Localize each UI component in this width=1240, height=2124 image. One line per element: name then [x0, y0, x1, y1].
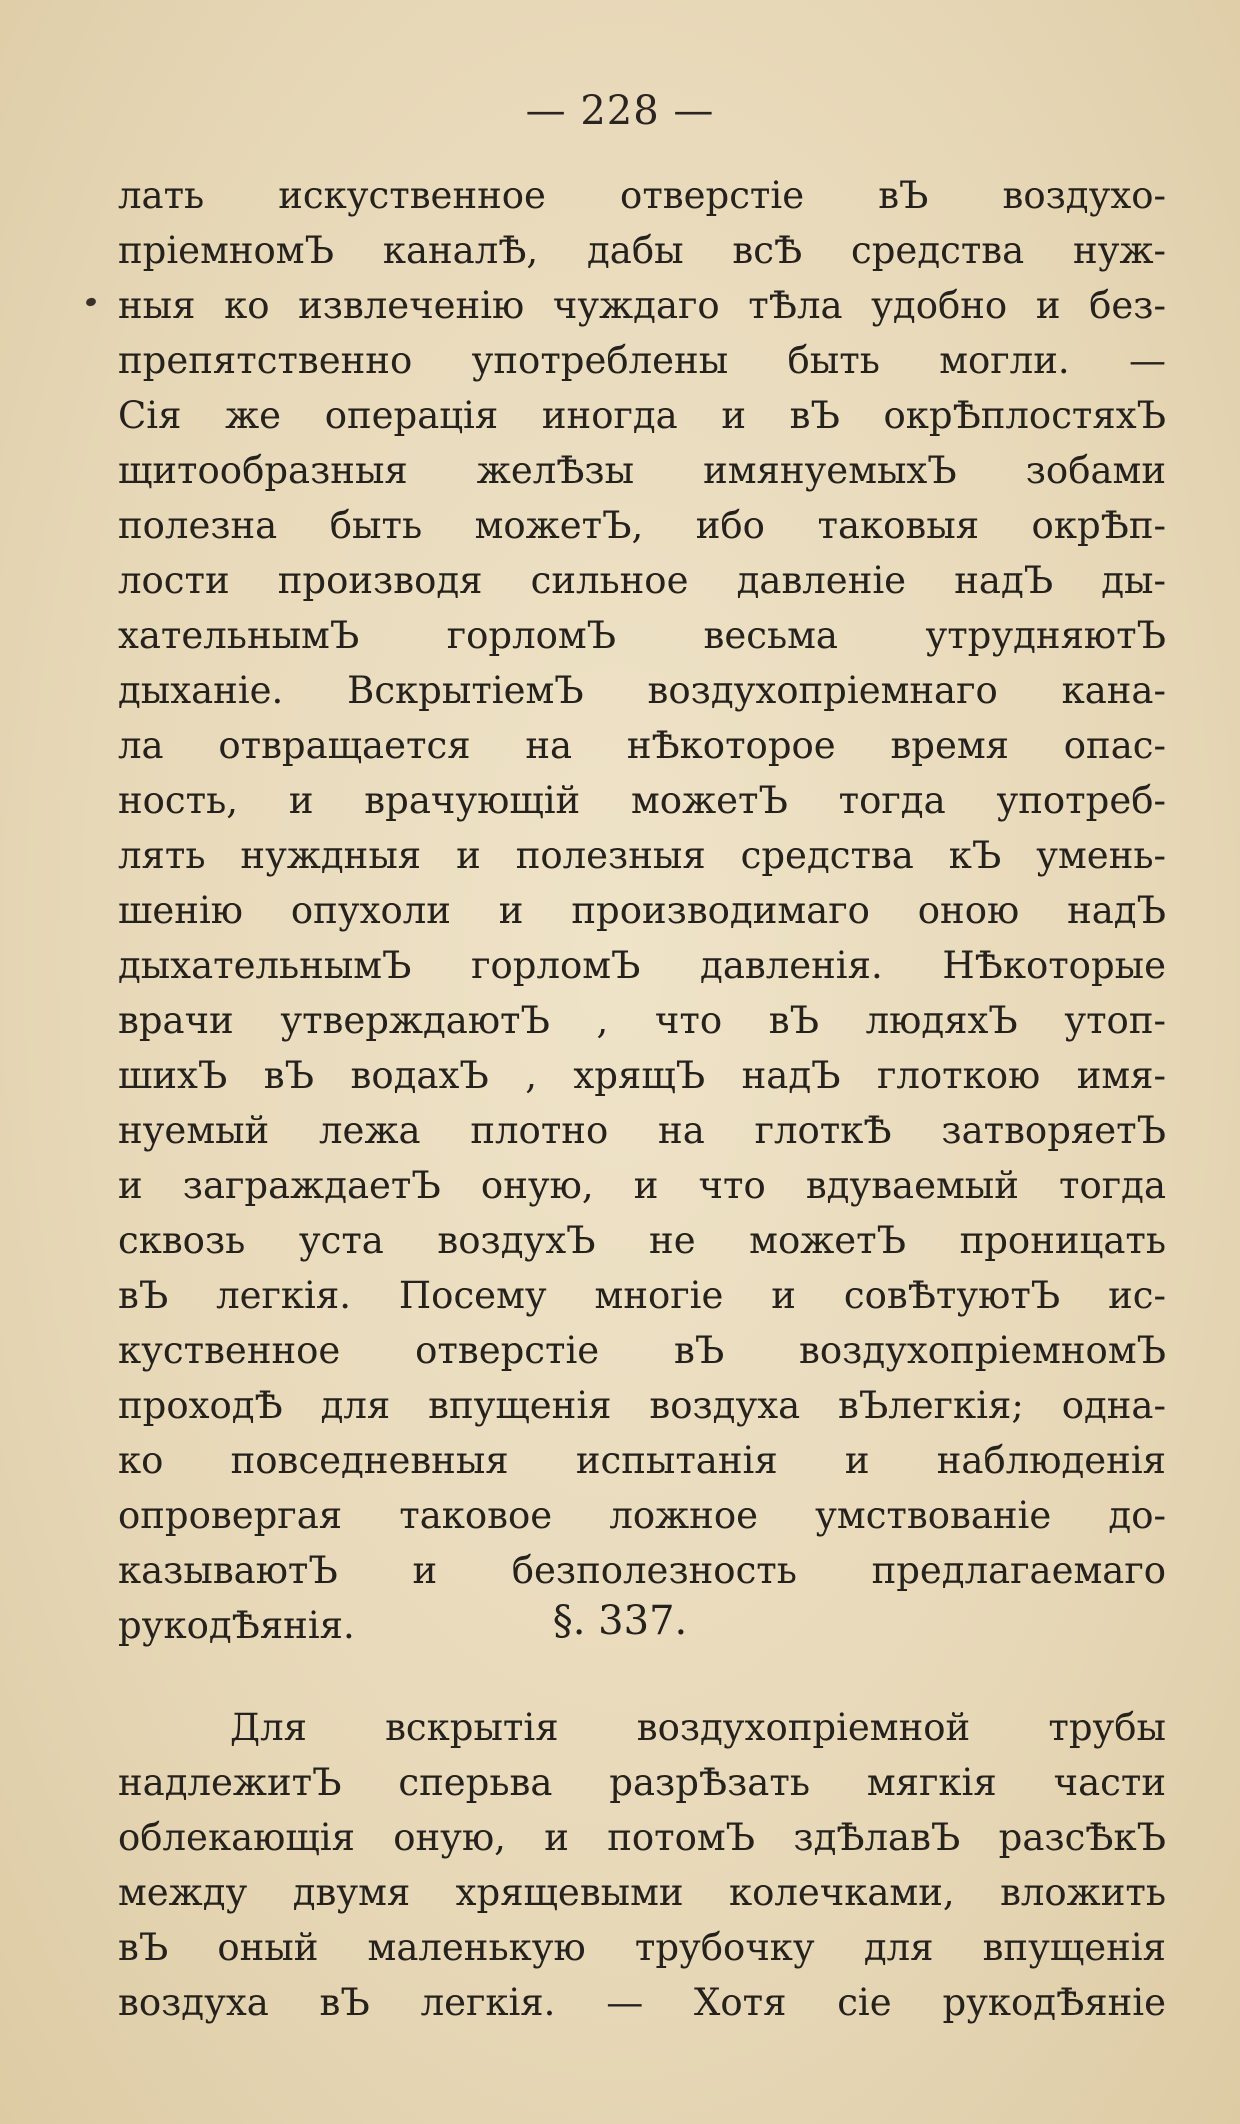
text-line: пріемномЪ каналѢ, дабы всѢ средства нуж-	[118, 229, 1166, 272]
text-line: вЪ легкія. Посему многіе и совѢтуютЪ ис-	[118, 1274, 1166, 1317]
text-line: лать искуственное отверстіе вЪ воздухо-	[118, 174, 1166, 217]
text-line: препятственно употреблены быть могли. —	[118, 339, 1166, 382]
text-line: облекающія оную, и потомЪ здѢлавЪ разсѢкЪ	[118, 1816, 1166, 1859]
text-line: между двумя хрящевыми колечками, вложить	[118, 1871, 1166, 1914]
text-line: казываютЪ и безполезность предлагаемаго	[118, 1549, 1166, 1592]
page-number: — 228 —	[525, 88, 715, 134]
text-line: куственное отверстіе вЪ воздухопріемномЪ	[118, 1329, 1166, 1372]
text-line: хательнымЪ горломЪ весьма утрудняютЪ	[118, 614, 1166, 657]
text-line: шихЪ вЪ водахЪ , хрящЪ надЪ глоткою имя-	[118, 1054, 1166, 1097]
text-line: и заграждаетЪ оную, и что вдуваемый тогда	[118, 1164, 1166, 1207]
text-line: ность, и врачующій можетЪ тогда употреб-	[118, 779, 1166, 822]
text-line: Для вскрытія воздухопріемной трубы	[230, 1706, 1166, 1749]
text-line: нуемый лежа плотно на глоткѢ затворяетЪ	[118, 1109, 1166, 1152]
text-line: лости производя сильное давленіе надЪ ды-	[118, 559, 1166, 602]
text-line: ныя ко извлеченію чуждаго тѢла удобно и без-	[118, 284, 1166, 327]
text-line: надлежитЪ сперьва разрѢзать мягкія части	[118, 1761, 1166, 1804]
text-line: сквозь уста воздухЪ не можетЪ проницать	[118, 1219, 1166, 1262]
text-line: дыханіе. ВскрытіемЪ воздухопріемнаго кана-	[118, 669, 1166, 712]
text-line: дыхательнымЪ горломЪ давленія. НѢкоторые	[118, 944, 1166, 987]
text-line: вЪ оный маленькую трубочку для впущенія	[118, 1926, 1166, 1969]
section-heading: §. 337.	[552, 1598, 688, 1644]
text-line: щитообразныя желѢзы имянуемыхЪ зобами	[118, 449, 1166, 492]
text-line: воздуха вЪ легкія. — Хотя сіе рукодѢяніе	[118, 1981, 1166, 2024]
text-line: лять нуждныя и полезныя средства кЪ умень-	[118, 834, 1166, 877]
text-line: врачи утверждаютЪ , что вЪ людяхЪ утоп-	[118, 999, 1166, 1042]
text-line: проходѢ для впущенія воздуха вЪлегкія; одна-	[118, 1384, 1166, 1427]
text-line: опровергая таковое ложное умствованіе до-	[118, 1494, 1166, 1537]
text-line: ко повседневныя испытанія и наблюденія	[118, 1439, 1166, 1482]
text-line: ла отвращается на нѢкоторое время опас-	[118, 724, 1166, 767]
ink-speck	[85, 297, 97, 308]
text-line: Сія же операція иногда и вЪ окрѢплостяхЪ	[118, 394, 1166, 437]
paragraph-section-337	[118, 1700, 1166, 2030]
text-line: шенію опухоли и производимаго оною надЪ	[118, 889, 1166, 932]
text-line: полезна быть можетЪ, ибо таковыя окрѢп-	[118, 504, 1166, 547]
paragraph-continued	[118, 168, 1166, 1653]
text-line: рукодѢянія.	[118, 1604, 355, 1647]
